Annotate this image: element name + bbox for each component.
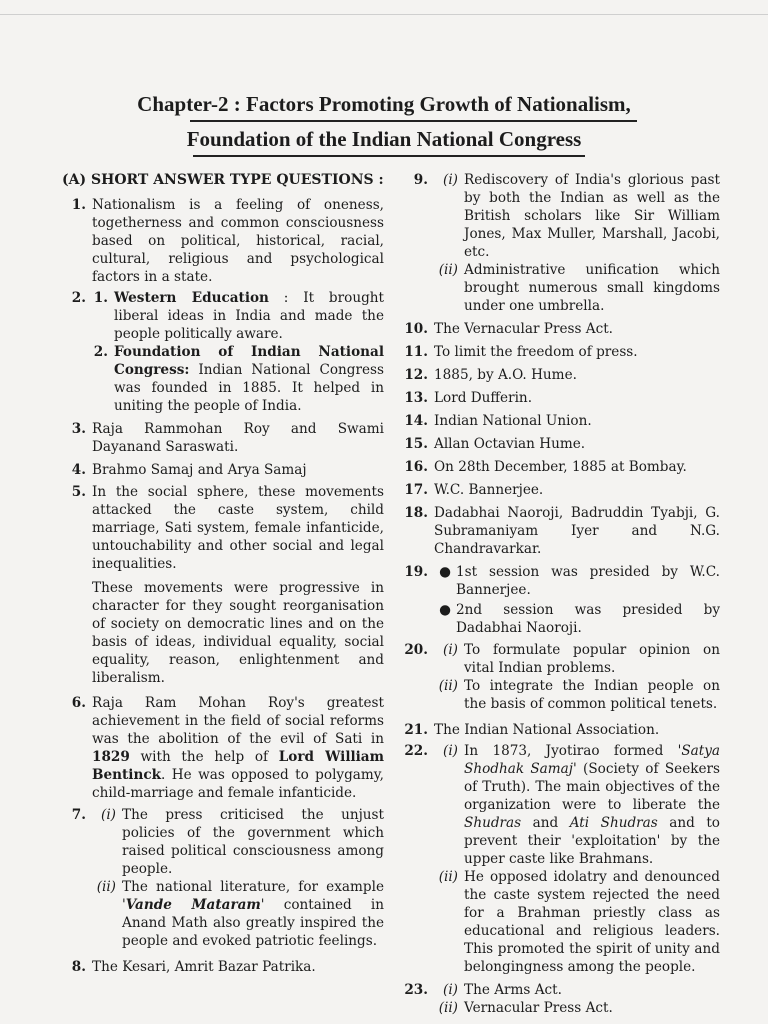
point-number: 1.	[93, 290, 108, 306]
answer-number: 8.	[71, 959, 86, 975]
answer-text: . He was opposed to polygamy, child-marriage and female infanticide.	[92, 767, 384, 801]
point-number: 2.	[93, 344, 108, 360]
part-text: Rediscovery of India's glorious past by both the Indian as well as the British scholars like Sir William Jones, Max Muller, Marshall, Jacobi, etc.	[464, 172, 720, 260]
part-text: In 1873, Jyotirao formed '	[464, 743, 682, 759]
page-top-edge	[0, 14, 768, 15]
answer-text: The Kesari, Amrit Bazar Patrika.	[92, 959, 316, 975]
answer-16	[402, 458, 720, 476]
answer-number: 7.	[71, 807, 86, 823]
answer-9	[402, 171, 720, 315]
answer-14	[402, 412, 720, 430]
caste-term: Ati Shudras	[569, 815, 658, 831]
answer-text: Dadabhai Naoroji, Badruddin Tyabji, G. Subramaniyam Iyer and N.G. Chandravarkar.	[434, 505, 720, 557]
answer-number: 13.	[404, 390, 428, 406]
answer-8	[62, 958, 384, 976]
answer-number: 1.	[71, 197, 86, 213]
answer-2	[62, 289, 384, 415]
answer-number: 18.	[404, 505, 428, 521]
answer-number: 15.	[404, 436, 428, 452]
answer-6	[62, 694, 384, 802]
answer-text: Allan Octavian Hume.	[434, 436, 586, 452]
right-column	[402, 171, 720, 1017]
answer-number: 3.	[71, 421, 86, 437]
bullet-text: 1st session was presided by W.C. Bannerjee.	[456, 564, 720, 598]
part-text: and to prevent their 'exploitation' by the upper caste like Brahmans.	[464, 815, 720, 867]
answer-number: 4.	[71, 462, 86, 478]
answer-1	[62, 196, 384, 286]
answer-5-paragraph: These movements were progressive in character for they sought reorganisation of society on democratic lines and on the basis of ideas, individual equality, social equality, reason, enlightenment and liberalism.	[92, 580, 384, 686]
answer-number: 16.	[404, 459, 428, 475]
bullet-icon: ●	[439, 602, 451, 618]
answer-12	[402, 366, 720, 384]
answer-number: 19.	[404, 564, 428, 580]
answer-text: with the help of	[129, 749, 279, 765]
answer-text: Indian National Union.	[434, 413, 592, 429]
part-text: The press criticised the unjust policies of the government which raised political consciousness among people.	[122, 807, 384, 877]
section-heading: (A) SHORT ANSWER TYPE QUESTIONS :	[62, 172, 384, 188]
point-text: Indian National Congress was founded in 1885. It helped in uniting the people of India.	[114, 362, 384, 414]
part-label: (i)	[443, 642, 458, 658]
answer-23-part-ii	[434, 999, 720, 1017]
answer-number: 21.	[404, 722, 428, 738]
answer-2-point-2	[92, 343, 384, 415]
left-column	[62, 171, 384, 976]
answer-23	[402, 981, 720, 1017]
answer-22	[402, 742, 720, 976]
part-text: He opposed idolatry and denounced the caste system rejected the need for a Brahman priestly class as educational and religious leaders. This promoted the spirit of unity and belongingness among the people.	[464, 869, 720, 975]
answer-text: Nationalism is a feeling of oneness, togetherness and common consciousness based on political, historical, racial, cultural, religious and psychological factors in a state.	[92, 197, 384, 285]
answer-17	[402, 481, 720, 499]
answer-text: To limit the freedom of press.	[434, 344, 638, 360]
answer-text: Lord Dufferin.	[434, 390, 533, 406]
answer-4	[62, 461, 384, 479]
organization-name: Satya Shodhak Samaj	[464, 743, 720, 777]
song-title: Vande Mataram	[125, 897, 261, 913]
part-label: (ii)	[438, 678, 458, 694]
answer-10	[402, 320, 720, 338]
answer-number: 11.	[404, 344, 428, 360]
answer-text: Raja Rammohan Roy and Swami Dayanand Saraswati.	[92, 421, 384, 455]
part-text: ' (Society of Seekers of Truth). The main objectives of the organization were to liberate the	[464, 761, 720, 813]
answer-number: 5.	[71, 484, 86, 500]
part-text: ' contained in Anand Math also greatly inspired the people and evoked patriotic feelings.	[122, 897, 384, 949]
answer-number: 9.	[413, 172, 428, 188]
answer-23-part-i	[434, 981, 720, 999]
answer-text: In the social sphere, these movements attacked the caste system, child marriage, Sati system, female infanticide, untouchability and other social and legal inequalities.	[92, 484, 384, 572]
chapter-title-line-2: Foundation of the Indian National Congress	[186, 127, 582, 151]
point-text: : It brought liberal ideas in India and made the people politically aware.	[114, 290, 384, 342]
part-label: (ii)	[438, 262, 458, 278]
part-label: (i)	[443, 743, 458, 759]
answer-number: 20.	[404, 642, 428, 658]
answer-19-bullet-1	[434, 563, 720, 599]
part-label: (ii)	[96, 879, 116, 895]
answer-2-point-1	[92, 289, 384, 343]
answer-18	[402, 504, 720, 558]
answer-9-part-ii	[434, 261, 720, 315]
part-text: To formulate popular opinion on vital Indian problems.	[464, 642, 720, 676]
answer-number: 10.	[404, 321, 428, 337]
part-text: To integrate the Indian people on the basis of common political tenets.	[464, 678, 720, 712]
answer-7-part-ii	[92, 878, 384, 950]
answer-text: On 28th December, 1885 at Bombay.	[434, 459, 687, 475]
answer-text: W.C. Bannerjee.	[434, 482, 544, 498]
answer-number: 6.	[71, 695, 86, 711]
part-label: (i)	[443, 172, 458, 188]
answer-20-part-i	[434, 641, 720, 677]
answer-19-bullet-2	[434, 601, 720, 637]
answer-13	[402, 389, 720, 407]
part-text: The Arms Act.	[464, 982, 562, 998]
answer-20-part-ii	[434, 677, 720, 713]
part-label: (i)	[443, 982, 458, 998]
answer-22-part-i	[434, 742, 720, 868]
answer-number: 14.	[404, 413, 428, 429]
answer-text: Raja Ram Mohan Roy's greatest achievement in the field of social reforms was the abolition of the evil of Sati in	[92, 695, 384, 747]
answer-number: 17.	[404, 482, 428, 498]
answer-text: The Indian National Association.	[434, 722, 660, 738]
answer-text: Brahmo Samaj and Arya Samaj	[92, 462, 307, 478]
answer-22-part-ii	[434, 868, 720, 976]
answer-9-part-i	[434, 171, 720, 261]
answer-year: 1829	[92, 749, 130, 765]
part-label: (ii)	[438, 1000, 458, 1016]
part-label: (ii)	[438, 869, 458, 885]
answer-5	[62, 483, 384, 573]
answer-text: The Vernacular Press Act.	[434, 321, 613, 337]
part-text: The national literature, for example '	[122, 879, 384, 913]
answer-11	[402, 343, 720, 361]
part-label: (i)	[101, 807, 116, 823]
answer-19	[402, 563, 720, 637]
answer-number: 2.	[71, 290, 86, 306]
answer-text: 1885, by A.O. Hume.	[434, 367, 577, 383]
part-text: Vernacular Press Act.	[464, 1000, 613, 1016]
part-text: and	[521, 815, 570, 831]
answer-20	[402, 641, 720, 713]
chapter-title-line-1: Chapter-2 : Factors Promoting Growth of Nationalism,	[137, 92, 631, 116]
title-underline-1	[190, 120, 637, 122]
bullet-icon: ●	[439, 564, 451, 580]
answer-7	[62, 806, 384, 950]
caste-term: Shudras	[464, 815, 522, 831]
answer-person: Lord William Bentinck	[92, 749, 385, 783]
title-underline-2	[193, 155, 585, 157]
answer-number: 22.	[404, 743, 428, 759]
bullet-text: 2nd session was presided by Dadabhai Naoroji.	[456, 602, 720, 636]
point-heading: Western Education	[114, 290, 269, 306]
part-text: Administrative unification which brought numerous small kingdoms under one umbrella.	[464, 262, 720, 314]
answer-15	[402, 435, 720, 453]
answer-21	[402, 721, 720, 739]
point-heading: Foundation of Indian National Congress:	[114, 344, 384, 378]
answer-number: 23.	[404, 982, 428, 998]
answer-3	[62, 420, 384, 456]
answer-7-part-i	[92, 806, 384, 878]
answer-number: 12.	[404, 367, 428, 383]
